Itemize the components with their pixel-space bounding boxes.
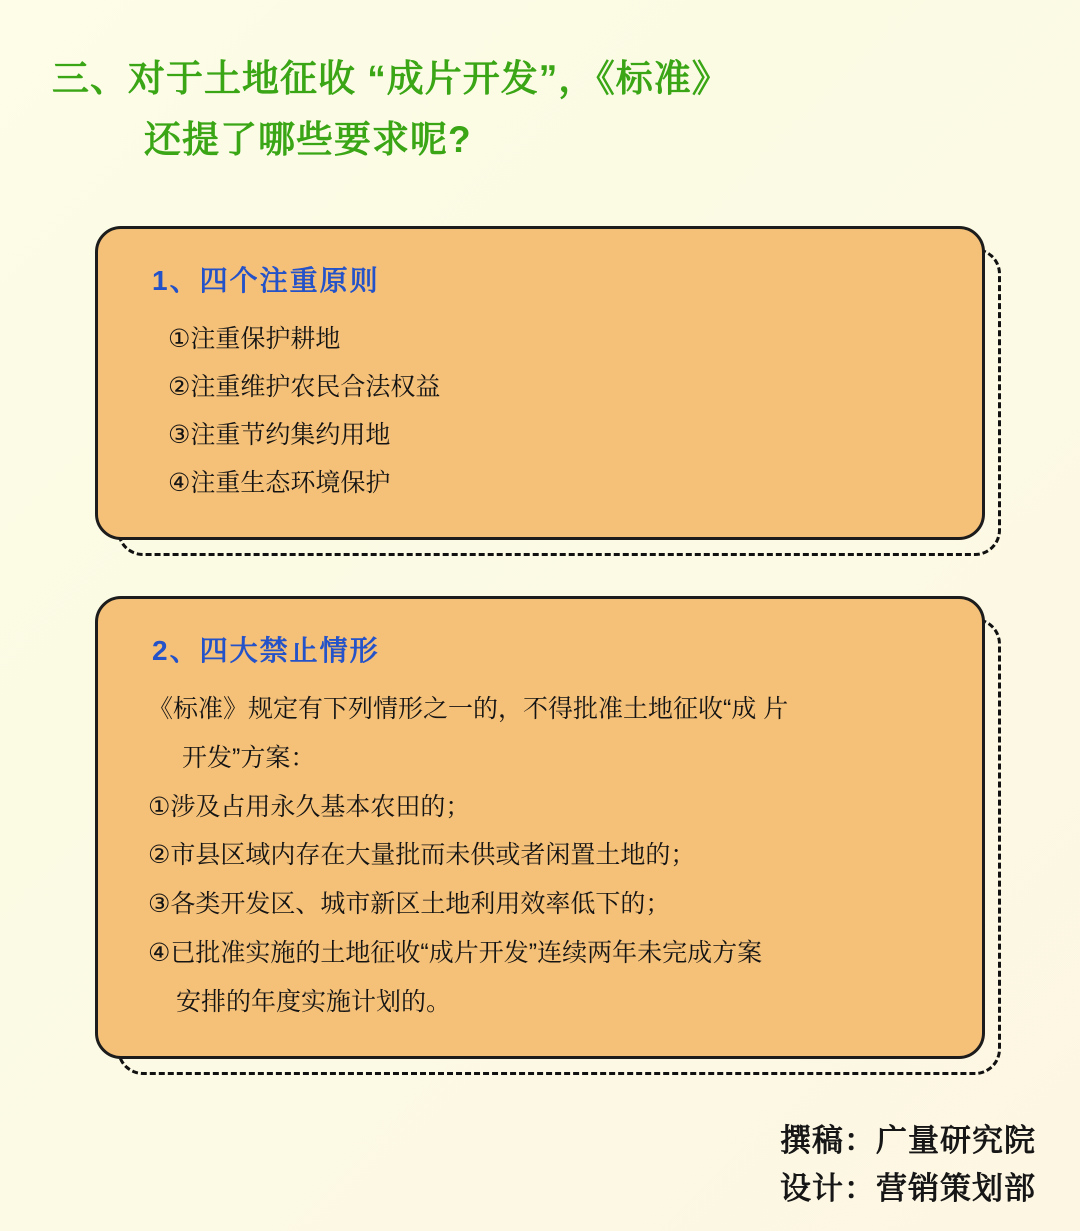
list-item <box>148 831 946 880</box>
card-principles <box>95 226 985 540</box>
card-body <box>95 226 985 540</box>
list-item: ①注重保护耕地 <box>168 325 341 354</box>
list-item-line1: ②市县区域内存在大量批而未供或者闲置土地的； <box>148 841 696 870</box>
page-title-line2: 还提了哪些要求呢? <box>144 119 472 161</box>
card-intro <box>148 685 946 783</box>
card-intro-line2: 开发”方案： <box>182 743 316 772</box>
page-title-line1: 三、对于土地征收 “成片开发”，《标准》 <box>52 58 730 99</box>
credit-author: 撰稿：广量研究院 <box>780 1122 1036 1158</box>
list-item <box>148 783 946 832</box>
card-intro-line1: 《标准》规定有下列情形之一的，不得批准土地征收“成 片 <box>148 695 789 724</box>
list-item-line1: ①涉及占用永久基本农田的； <box>148 792 471 821</box>
card-title: 1、四个注重原则 <box>152 265 380 297</box>
list-item <box>148 929 946 1027</box>
card-title: 2、四大禁止情形 <box>152 635 380 667</box>
card-body <box>95 596 985 1059</box>
card-prohibitions <box>95 596 985 1059</box>
credit-designer: 设计：营销策划部 <box>780 1170 1036 1206</box>
credits <box>780 1117 1036 1213</box>
list-item-line1: ④已批准实施的土地征收“成片开发”连续两年未完成方案 <box>148 938 763 967</box>
page-title <box>0 0 1080 170</box>
list-item: ④注重生态环境保护 <box>168 469 391 498</box>
list-item-line2: 安排的年度实施计划的。 <box>176 987 452 1016</box>
list-item <box>148 880 946 929</box>
list-item: ③注重节约集约用地 <box>168 421 391 450</box>
list-item: ②注重维护农民合法权益 <box>168 373 441 402</box>
list-item-line1: ③各类开发区、城市新区土地利用效率低下的； <box>148 890 671 919</box>
